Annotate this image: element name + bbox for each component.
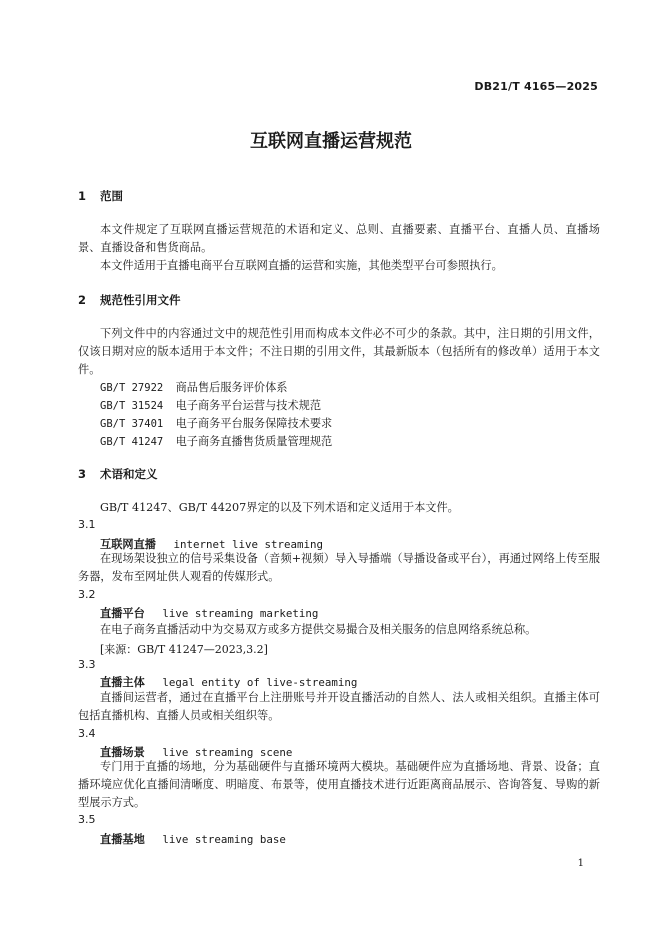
reference-item [100, 415, 332, 431]
term-chinese: 直播主体 [100, 676, 145, 689]
term-english: internet live streaming [173, 538, 324, 551]
section-heading-terms-and-definitions [78, 466, 158, 482]
term-chinese: 直播场景 [100, 746, 145, 759]
document-title: 互联网直播运营规范 [250, 131, 412, 152]
term-entry [100, 674, 357, 690]
clause-number: 3.3 [78, 658, 96, 671]
section-heading-normative-references [78, 292, 181, 308]
clause-number: 3.5 [78, 813, 96, 826]
reference-name: 商品售后服务评价体系 [175, 381, 288, 394]
section-number: 1 [78, 189, 87, 203]
page-number: 1 [577, 858, 584, 869]
reference-name: 电子商务平台运营与技术规范 [175, 399, 322, 412]
term-source: [来源：GB/T 41247—2023,3.2] [100, 643, 268, 656]
term-english: legal entity of live-streaming [162, 676, 358, 689]
reference-code: GB/T 41247 [100, 436, 164, 448]
term-chinese: 直播基地 [100, 833, 145, 846]
term-chinese: 直播平台 [100, 607, 145, 620]
term-english: live streaming scene [162, 746, 293, 759]
term-definition: 直播间运营者，通过在直播平台上注册账号并开设直播活动的自然人、法人或相关组织。直播主体可包括直播机构、直播人员或相关组织等。 [78, 691, 600, 722]
term-definition: 在现场架设独立的信号采集设备（音频+视频）导入导播端（导播设备或平台），再通过网络上传至服务器，发布至网址供人观看的传媒形式。 [78, 552, 600, 583]
paragraph: GB/T 41247、GB/T 44207界定的以及下列术语和定义适用于本文件。 [100, 501, 459, 514]
reference-item [100, 433, 332, 449]
term-entry [100, 605, 318, 621]
section-title: 规范性引用文件 [100, 293, 181, 307]
reference-name: 电子商务平台服务保障技术要求 [175, 417, 333, 430]
document-number: DB21/T 4165—2025 [474, 80, 598, 93]
clause-number: 3.2 [78, 588, 96, 601]
term-entry [100, 831, 286, 847]
section-title: 范围 [100, 189, 124, 203]
reference-code: GB/T 37401 [100, 418, 164, 430]
reference-code: GB/T 27922 [100, 382, 164, 394]
term-definition: 专门用于直播的场地，分为基础硬件与直播环境两大模块。基础硬件应为直播场地、背景、设备；直播环境应优化直播间清晰度、明暗度、布景等，使用直播技术进行近距离商品展示、咨询答复、导购的新型展示方式。 [78, 760, 600, 809]
clause-number: 3.1 [78, 518, 96, 531]
reference-code: GB/T 31524 [100, 400, 164, 412]
term-definition: 在电子商务直播活动中为交易双方或多方提供交易撮合及相关服务的信息网络系统总称。 [100, 623, 537, 636]
term-chinese: 互联网直播 [100, 538, 156, 551]
reference-item [100, 397, 321, 413]
term-english: live streaming marketing [162, 607, 319, 620]
section-title: 术语和定义 [100, 467, 158, 481]
paragraph: 本文件规定了互联网直播运营规范的术语和定义、总则、直播要素、直播平台、直播人员、直播场景、直播设备和售货商品。 [78, 223, 600, 254]
paragraph: 下列文件中的内容通过文中的规范性引用而构成本文件必不可少的条款。其中，注日期的引用文件，仅该日期对应的版本适用于本文件；不注日期的引用文件，其最新版本（包括所有的修改单）适用于本文件。 [78, 327, 600, 376]
paragraph: 本文件适用于直播电商平台互联网直播的运营和实施，其他类型平台可参照执行。 [100, 259, 503, 272]
section-number: 3 [78, 467, 87, 481]
clause-number: 3.4 [78, 727, 96, 740]
section-heading-scope [78, 188, 123, 204]
reference-name: 电子商务直播售货质量管理规范 [175, 435, 333, 448]
term-english: live streaming base [162, 833, 286, 846]
reference-item [100, 379, 287, 395]
section-number: 2 [78, 293, 87, 307]
